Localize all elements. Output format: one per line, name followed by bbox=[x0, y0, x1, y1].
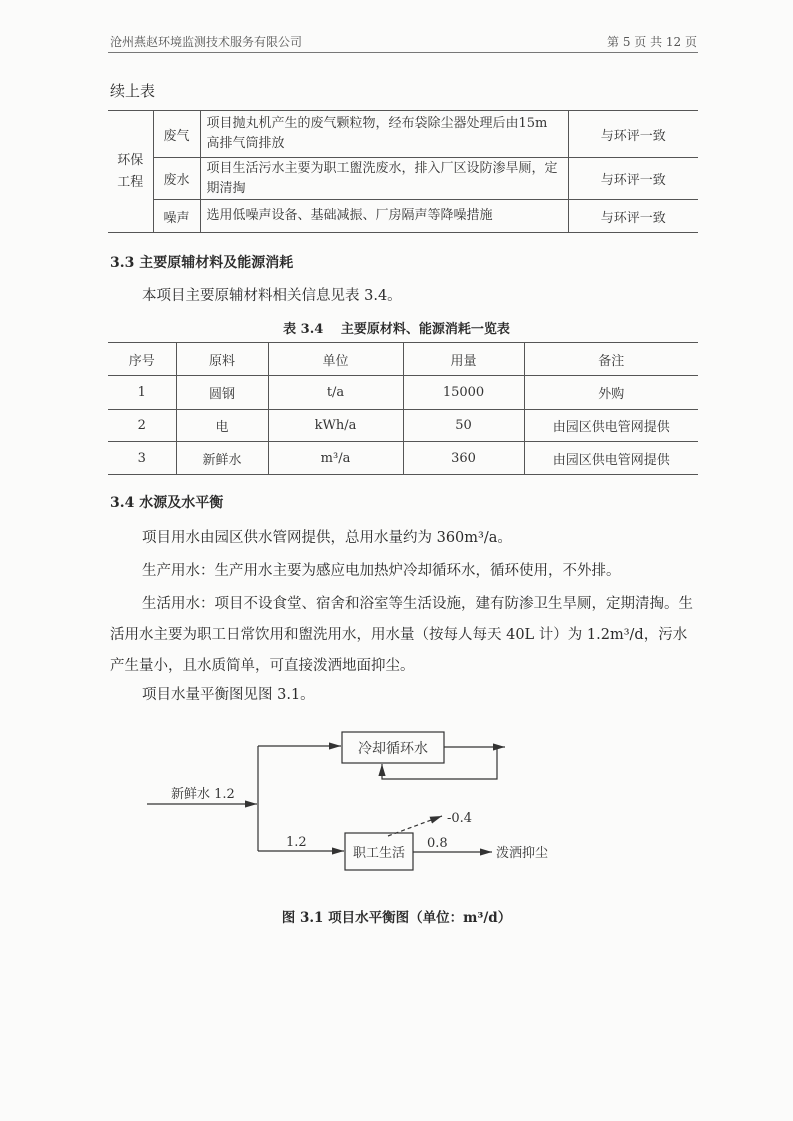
cell: t/a bbox=[268, 376, 403, 410]
paragraph: 生产用水：生产用水主要为感应电加热炉冷却循环水，循环使用，不外排。 bbox=[142, 563, 621, 579]
branch-value: 1.2 bbox=[286, 835, 307, 850]
paragraph: 本项目主要原辅材料相关信息见表 3.4。 bbox=[142, 288, 402, 304]
cell: 由园区供电管网提供 bbox=[524, 442, 698, 475]
item-cell: 噪声 bbox=[153, 200, 200, 233]
status-cell: 与环评一致 bbox=[568, 111, 698, 158]
paragraph: 项目水量平衡图见图 3.1。 bbox=[142, 687, 315, 703]
out-label: 泼洒抑尘 bbox=[496, 846, 549, 861]
cell: 1 bbox=[108, 376, 176, 410]
loss-arrow bbox=[388, 816, 442, 836]
loss-value: -0.4 bbox=[447, 811, 473, 826]
paragraph: 项目用水由园区供水管网提供，总用水量约为 360m³/a。 bbox=[142, 530, 512, 546]
cell: 360 bbox=[403, 442, 524, 475]
item-cell: 废水 bbox=[153, 158, 200, 200]
cell: 外购 bbox=[524, 376, 698, 410]
input-label: 新鲜水 1.2 bbox=[171, 787, 235, 802]
continued-label: 续上表 bbox=[110, 82, 156, 100]
header-company: 沧州燕赵环境监测技术服务有限公司 bbox=[110, 35, 303, 49]
status-cell: 与环评一致 bbox=[568, 158, 698, 200]
content-cell: 项目抛丸机产生的废气颗粒物，经布袋除尘器处理后由15m 高排气筒排放 bbox=[200, 111, 568, 158]
group-cell: 环保工程 bbox=[108, 111, 153, 233]
header-page-number: 第 5 页 共 12 页 bbox=[607, 35, 697, 49]
table-caption: 表 3.4 主要原材料、能源消耗一览表 bbox=[283, 322, 510, 337]
figure-caption: 图 3.1 项目水平衡图（单位：m³/d） bbox=[281, 910, 512, 926]
out-value: 0.8 bbox=[427, 836, 448, 851]
content-cell: 选用低噪声设备、基础减振、厂房隔声等降噪措施 bbox=[200, 200, 568, 233]
staff-box-label: 职工生活 bbox=[352, 846, 406, 861]
cell: 50 bbox=[403, 410, 524, 442]
cell: 新鲜水 bbox=[176, 442, 268, 475]
column-header: 单位 bbox=[268, 343, 403, 376]
paragraph: 生活用水：项目不设食堂、宿舍和浴室等生活设施，建有防渗卫生旱厕，定期清掏。生活用水主要为职工日常饮用和盥洗用水，用水量（按每人每天 40L 计）为 1.2m³/d，污水产生量小，且水质简单，可直接泼洒地面抑尘。 bbox=[110, 596, 693, 674]
section-title-3-3: 3.3 主要原辅材料及能源消耗 bbox=[110, 255, 294, 271]
cell: 3 bbox=[108, 442, 176, 475]
cell: 15000 bbox=[403, 376, 524, 410]
section-title-3-4: 3.4 水源及水平衡 bbox=[110, 495, 224, 511]
column-header: 备注 bbox=[524, 343, 698, 376]
status-cell: 与环评一致 bbox=[568, 200, 698, 233]
item-cell: 废气 bbox=[153, 111, 200, 158]
cooling-box-label: 冷却循环水 bbox=[358, 741, 428, 757]
cell: 电 bbox=[176, 410, 268, 442]
column-header: 用量 bbox=[403, 343, 524, 376]
cell: kWh/a bbox=[268, 410, 403, 442]
column-header: 原料 bbox=[176, 343, 268, 376]
cell: 圆钢 bbox=[176, 376, 268, 410]
content-cell: 项目生活污水主要为职工盥洗废水，排入厂区设防渗旱厕，定期清掏 bbox=[200, 158, 568, 200]
cell: 由园区供电管网提供 bbox=[524, 410, 698, 442]
cell: m³/a bbox=[268, 442, 403, 475]
cell: 2 bbox=[108, 410, 176, 442]
column-header: 序号 bbox=[108, 343, 176, 376]
